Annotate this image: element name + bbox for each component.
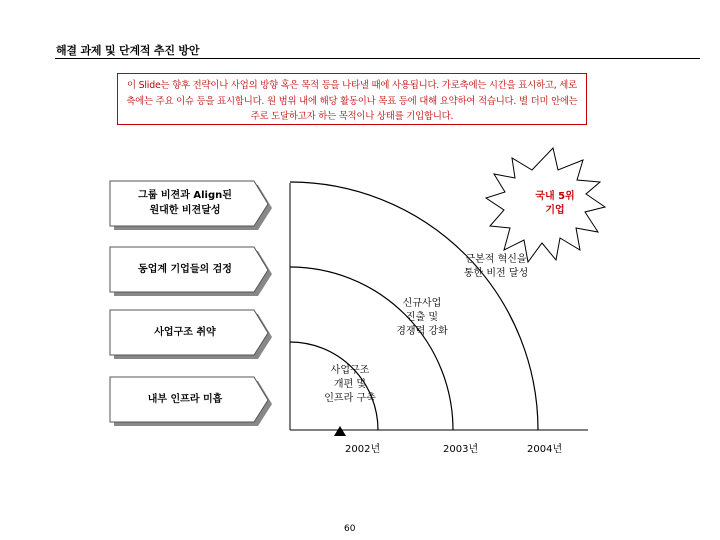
issue-4-line1: 내부 인프라 미흡 bbox=[147, 394, 223, 405]
arc-inner-line1: 사업구조 bbox=[330, 365, 370, 376]
arc-middle-line2: 진출 및 bbox=[405, 312, 439, 323]
issue-label-4 bbox=[110, 392, 260, 407]
arc-label-middle bbox=[372, 297, 472, 339]
issue-1-line1: 그룹 비젼과 Align된 bbox=[138, 190, 232, 201]
issue-1-line2: 원대한 비젼달성 bbox=[149, 205, 221, 216]
goal-label bbox=[510, 190, 600, 218]
arc-middle-line3: 경쟁력 강화 bbox=[396, 326, 448, 337]
year-2003: 2003년 bbox=[443, 444, 479, 455]
issue-label-2 bbox=[110, 262, 260, 277]
year-2004: 2004년 bbox=[527, 444, 563, 455]
arc-inner-line3: 인프라 구축 bbox=[324, 393, 376, 404]
issue-3-line1: 사업구조 취약 bbox=[154, 327, 216, 338]
page-number: 60 bbox=[344, 524, 356, 534]
arc-label-outer bbox=[436, 253, 556, 281]
arc-inner-line2: 개편 및 bbox=[333, 379, 367, 390]
timeline-marker bbox=[334, 426, 346, 436]
arc-outer-line1: 근본적 혁신을 bbox=[465, 254, 527, 265]
issue-label-3 bbox=[110, 325, 260, 340]
arc-label-inner bbox=[305, 364, 395, 406]
issue-2-line1: 동업계 기업들의 검정 bbox=[138, 264, 232, 275]
arc-outer-line2: 통한 비전 달성 bbox=[463, 268, 529, 279]
description-text: 이 Slide는 향후 전략이나 사업의 방향 혹은 목적 등을 나타낼 때에 사용됩니다. 가로축에는 시간을 표시하고, 세로축에는 주요 이슈 등을 표시합니다. 원 범위 내에 해당 활동이나 목표 등에 대해 요약하여 적습니다. 별 더미 안에는 주로 도달하고자 하는 목적이나 상태를 기입합니다. bbox=[126, 80, 578, 122]
issue-label-1 bbox=[110, 188, 260, 218]
year-2002: 2002년 bbox=[345, 444, 381, 455]
slide-title: 해결 과제 및 단계적 추진 방안 bbox=[56, 44, 200, 57]
goal-line2: 기업 bbox=[545, 205, 565, 216]
arc-middle-line1: 신규사업 bbox=[402, 298, 442, 309]
goal-line1: 국내 5위 bbox=[535, 191, 575, 202]
